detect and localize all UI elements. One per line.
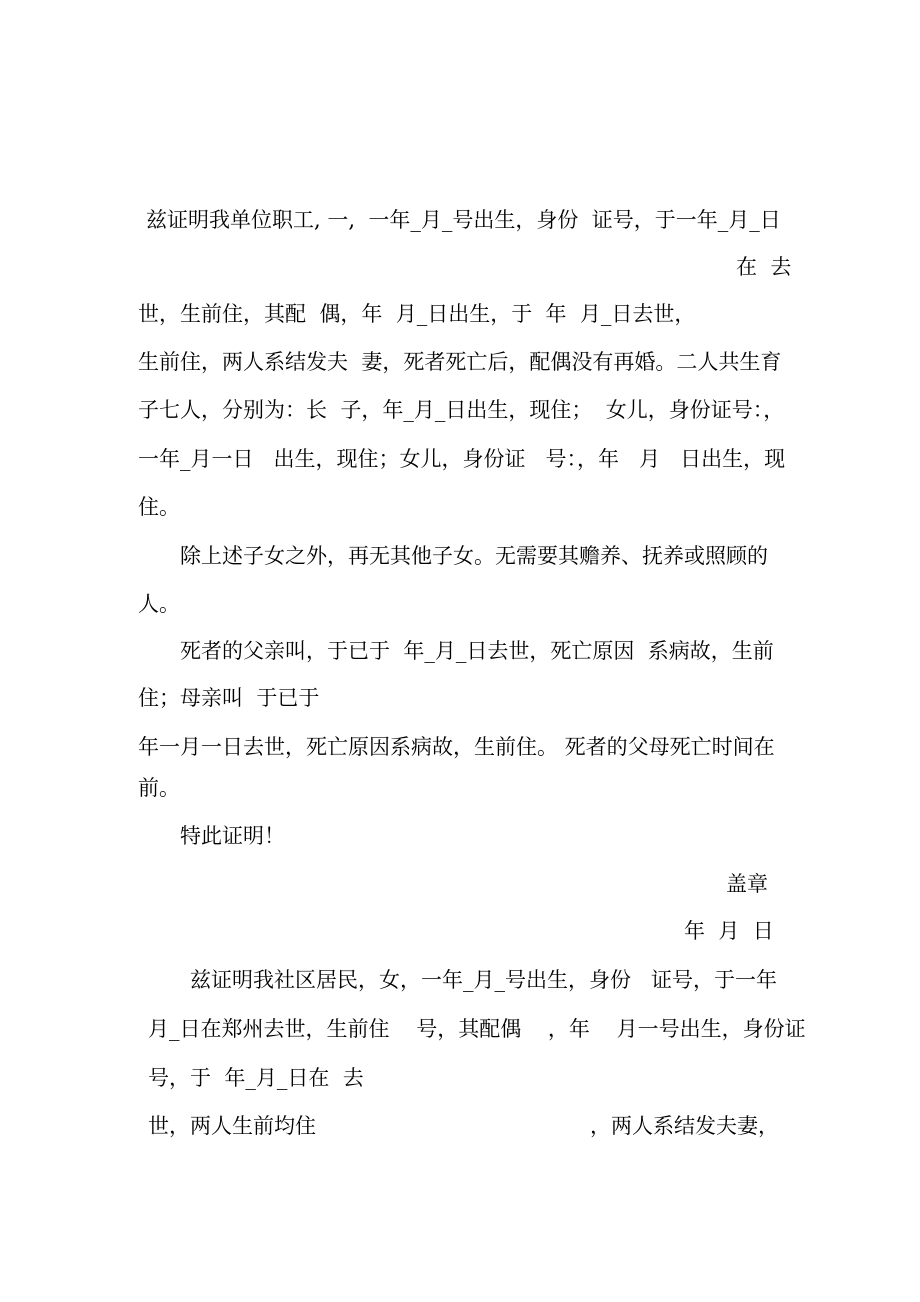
- text-line: 住。: [138, 495, 180, 519]
- text-line: 世，两人生前均住: [148, 1114, 316, 1138]
- text-line: 年一月一日去世，死亡原因系病故，生前住。 死者的父母死亡时间在: [138, 735, 775, 759]
- text-line: 世，生前住，其配 偶，年 月_日出生，于 年 月_日去世，: [138, 302, 696, 326]
- text-line: 住；母亲叫 于已于: [138, 686, 320, 710]
- date-line: 年 月 日: [684, 919, 774, 943]
- text-line: 前。: [138, 776, 180, 800]
- text-line: 特此证明！: [180, 824, 285, 848]
- text-line: 子七人，分别为：长 子，年_月_日出生，现住； 女儿，身份证号：，: [138, 398, 785, 422]
- text-line: 除上述子女之外，再无其他子女。无需要其赡养、抚养或照顾的: [180, 544, 768, 568]
- stamp-label: 盖章: [726, 872, 768, 896]
- text-line: 人。: [138, 592, 180, 616]
- text-line: 死者的父亲叫，于已于 年_月_日去世，死亡原因 系病故，生前: [180, 639, 774, 663]
- text-line: 号，于 年_月_日在 去: [148, 1066, 364, 1090]
- text-line: 兹证明我社区居民，女，一年_月_号出生，身份 证号，于一年: [190, 968, 778, 992]
- text-line: 在 去: [736, 255, 792, 279]
- text-line: ，两人系结发夫妻，: [590, 1114, 779, 1138]
- text-line: 一年_月一日 出生，现住；女儿，身份证 号：，年 月 日出生，现: [138, 447, 786, 471]
- text-line: 兹证明我单位职工, 一, 一年_月_号出生，身份 证号，于一年_月_日: [146, 208, 781, 232]
- text-line: 月_日在郑州去世，生前住 号，其配偶 ，年 月一号出生，身份证: [148, 1017, 806, 1041]
- text-line: 生前住，两人系结发夫 妻，死者死亡后，配偶没有再婚。二人共生育: [138, 350, 782, 374]
